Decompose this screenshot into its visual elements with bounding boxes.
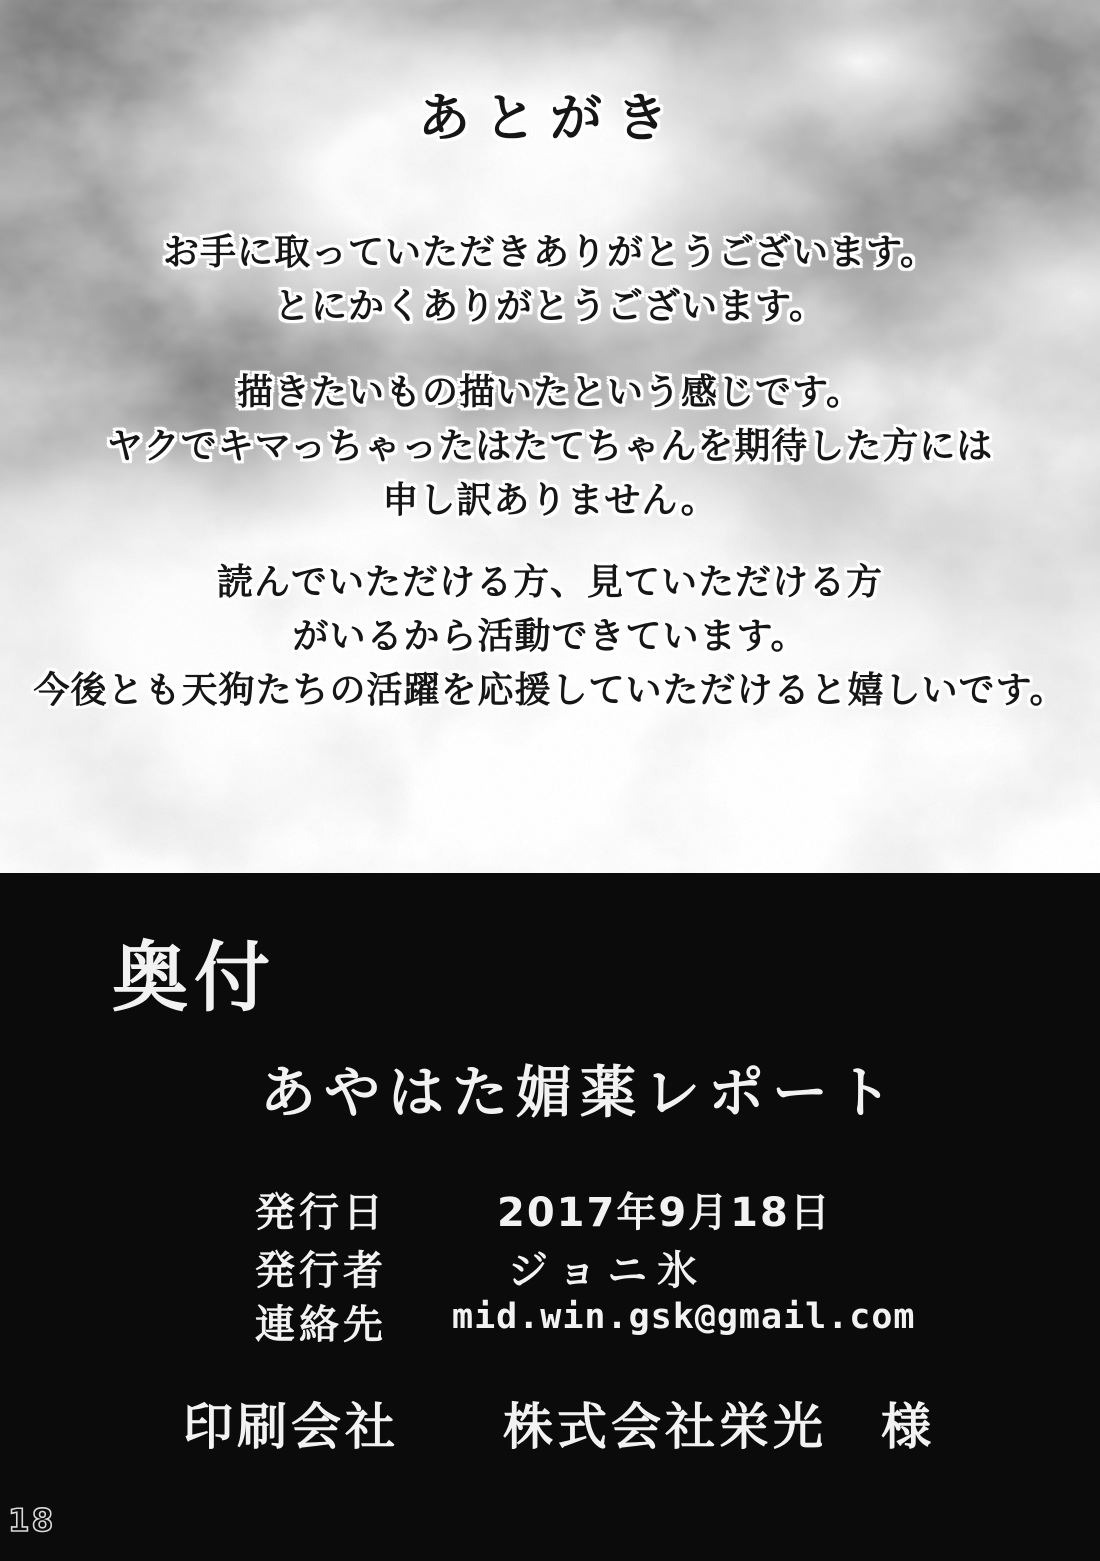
book-title: あやはた媚薬レポート [260, 1061, 900, 1126]
publisher-label: 発行者 [255, 1248, 387, 1294]
contact-email-value: mid.win.gsk@gmail.com [452, 1297, 916, 1337]
colophon-heading: 奥付 [112, 933, 276, 1022]
afterword-line: とにかくありがとうございます。 [273, 286, 827, 327]
afterword-title: あとがき [417, 89, 682, 149]
afterword-paragraph-1 [0, 226, 1100, 334]
afterword-paragraph-2 [0, 366, 1100, 528]
afterword-line: 申し訳ありません。 [382, 480, 718, 521]
afterword-paragraph-3 [0, 556, 1100, 718]
afterword-line: お手に取っていただきありがとうございます。 [162, 232, 938, 273]
page-number: 18 [8, 1503, 56, 1539]
publisher-value: ジョニ氷 [508, 1248, 708, 1294]
publish-date-value: 2017年9月18日 [497, 1190, 832, 1236]
contact-label: 連絡先 [255, 1302, 387, 1348]
publish-date-label: 発行日 [255, 1190, 387, 1236]
afterword-line: ヤクでキマっちゃったはたてちゃんを期待した方には [106, 426, 994, 467]
afterword-line: 描きたいもの描いたという感じです。 [236, 372, 864, 413]
afterword-line: 今後とも天狗たちの活躍を応援していただけると嬉しいです。 [33, 670, 1067, 711]
afterword-line: 読んでいただける方、見ていただける方 [216, 562, 883, 603]
colophon-section [0, 873, 1100, 1561]
afterword-line: がいるから活動できています。 [292, 616, 808, 657]
printer-value: 株式会社栄光 様 [503, 1398, 935, 1456]
printer-label: 印刷会社 [183, 1398, 399, 1456]
